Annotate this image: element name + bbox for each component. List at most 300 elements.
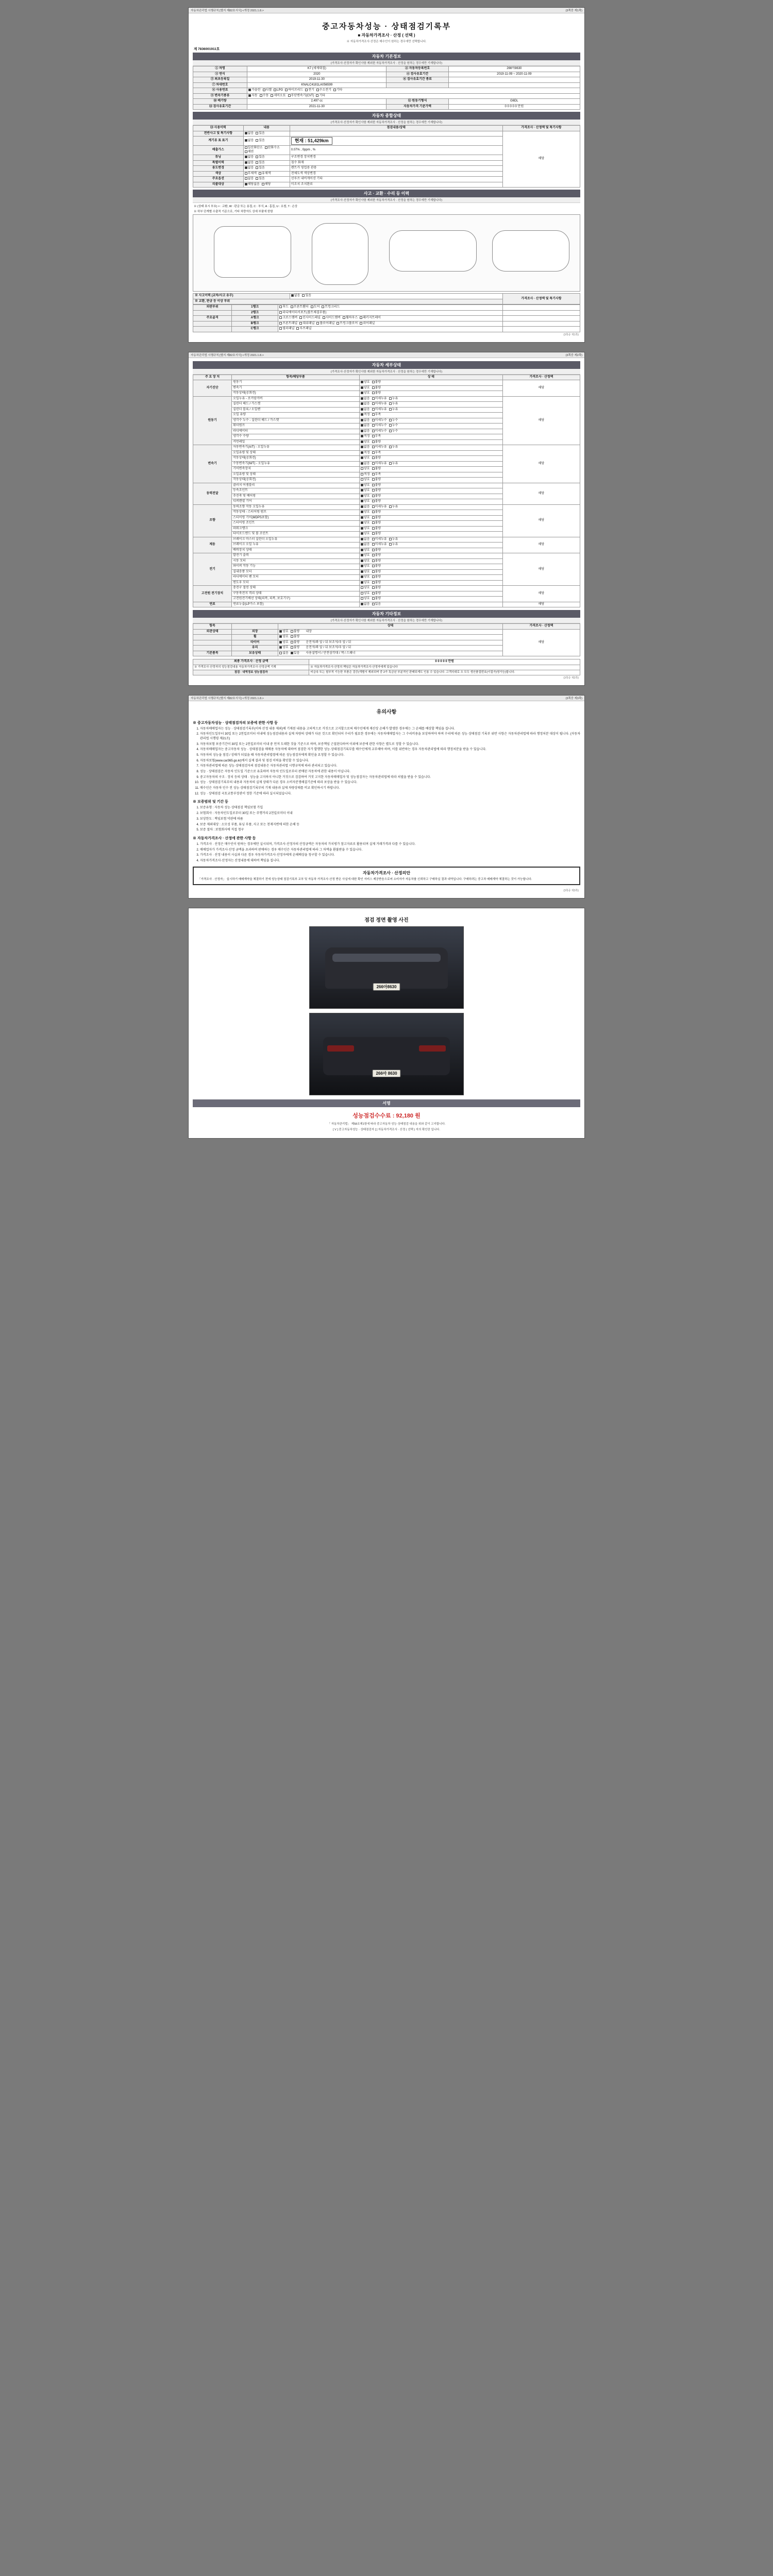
- item-options[interactable]: [359, 407, 502, 413]
- checkbox-icon[interactable]: [256, 132, 258, 134]
- checkbox-icon[interactable]: [389, 430, 392, 432]
- checkbox-icon[interactable]: [265, 146, 267, 149]
- item-options[interactable]: [359, 385, 502, 391]
- checkbox-icon[interactable]: [389, 402, 392, 405]
- checkbox-option[interactable]: [360, 316, 381, 320]
- transmission-options[interactable]: [247, 93, 580, 99]
- checkbox-option[interactable]: [372, 521, 381, 526]
- checkbox-option[interactable]: [372, 565, 381, 569]
- checkbox-option[interactable]: [245, 156, 254, 160]
- checkbox-icon[interactable]: [372, 565, 375, 567]
- item-options[interactable]: [359, 418, 502, 423]
- checkbox-icon[interactable]: [285, 89, 288, 91]
- item-options[interactable]: [359, 467, 502, 472]
- checkbox-option[interactable]: [361, 549, 370, 553]
- checkbox-icon[interactable]: [372, 402, 375, 405]
- checkbox-option[interactable]: [316, 94, 325, 98]
- item-options[interactable]: [359, 586, 502, 591]
- item-options[interactable]: [359, 602, 502, 607]
- item-options[interactable]: [359, 413, 502, 418]
- checkbox-option[interactable]: [389, 462, 398, 466]
- checkbox-option[interactable]: [245, 183, 260, 187]
- item-options[interactable]: [359, 532, 502, 537]
- checkbox-icon[interactable]: [361, 543, 363, 546]
- checkbox-icon[interactable]: [361, 473, 363, 476]
- checkbox-option[interactable]: [323, 316, 341, 320]
- checkbox-option[interactable]: [245, 146, 263, 150]
- checkbox-icon[interactable]: [361, 408, 363, 411]
- checkbox-option[interactable]: [372, 484, 381, 488]
- checkbox-icon[interactable]: [361, 581, 363, 584]
- item-options[interactable]: [359, 564, 502, 570]
- checkbox-option[interactable]: [372, 560, 381, 564]
- checkbox-icon[interactable]: [372, 446, 375, 448]
- item-options[interactable]: [359, 402, 502, 408]
- checkbox-option[interactable]: [372, 473, 381, 477]
- checkbox-option[interactable]: [271, 94, 285, 98]
- checkbox-icon[interactable]: [372, 538, 375, 540]
- item-options[interactable]: [359, 580, 502, 586]
- checkbox-icon[interactable]: [389, 538, 392, 540]
- checkbox-option[interactable]: [361, 451, 370, 455]
- checkbox-option[interactable]: [361, 408, 370, 412]
- checkbox-option[interactable]: [279, 641, 289, 645]
- checkbox-icon[interactable]: [372, 430, 375, 432]
- checkbox-option[interactable]: [361, 430, 370, 434]
- checkbox-option[interactable]: [361, 440, 370, 445]
- checkbox-option[interactable]: [389, 402, 398, 406]
- checkbox-icon[interactable]: [361, 456, 363, 459]
- checkbox-option[interactable]: [248, 89, 260, 93]
- item-options[interactable]: [359, 483, 502, 488]
- item-options[interactable]: [359, 434, 502, 440]
- checkbox-icon[interactable]: [316, 94, 318, 97]
- item-options[interactable]: [359, 504, 502, 510]
- checkbox-option[interactable]: [361, 575, 370, 580]
- checkbox-icon[interactable]: [372, 456, 375, 459]
- checkbox-option[interactable]: [245, 172, 257, 176]
- checkbox-option[interactable]: [361, 392, 370, 396]
- checkbox-icon[interactable]: [291, 635, 293, 638]
- checkbox-option[interactable]: [361, 597, 370, 601]
- part-items[interactable]: [278, 310, 503, 316]
- checkbox-icon[interactable]: [372, 554, 375, 556]
- checkbox-icon[interactable]: [372, 560, 375, 562]
- checkbox-icon[interactable]: [361, 435, 363, 437]
- checkbox-icon[interactable]: [361, 560, 363, 562]
- checkbox-option[interactable]: [372, 495, 381, 499]
- checkbox-option[interactable]: [361, 570, 370, 574]
- checkbox-icon[interactable]: [361, 505, 363, 508]
- checkbox-option[interactable]: [256, 177, 265, 181]
- checkbox-option[interactable]: [245, 166, 254, 171]
- checkbox-icon[interactable]: [361, 597, 363, 600]
- checkbox-option[interactable]: [361, 592, 370, 596]
- checkbox-icon[interactable]: [279, 630, 282, 633]
- checkbox-option[interactable]: [372, 440, 381, 445]
- checkbox-option[interactable]: [360, 322, 375, 326]
- checkbox-icon[interactable]: [372, 392, 375, 394]
- checkbox-icon[interactable]: [361, 500, 363, 502]
- checkbox-option[interactable]: [372, 424, 387, 428]
- row-options[interactable]: [243, 177, 290, 182]
- checkbox-option[interactable]: [361, 532, 370, 536]
- checkbox-option[interactable]: [372, 381, 381, 385]
- checkbox-option[interactable]: [256, 166, 265, 171]
- checkbox-icon[interactable]: [361, 397, 363, 400]
- checkbox-icon[interactable]: [372, 511, 375, 513]
- checkbox-option[interactable]: [361, 484, 370, 488]
- checkbox-icon[interactable]: [361, 478, 363, 481]
- item-options[interactable]: [359, 380, 502, 386]
- checkbox-option[interactable]: [372, 500, 381, 504]
- checkbox-icon[interactable]: [279, 641, 282, 643]
- checkbox-option[interactable]: [248, 94, 258, 98]
- checkbox-icon[interactable]: [372, 603, 375, 605]
- row-options[interactable]: [243, 182, 290, 188]
- checkbox-option[interactable]: [361, 603, 370, 607]
- checkbox-option[interactable]: [372, 570, 381, 574]
- checkbox-icon[interactable]: [245, 132, 247, 134]
- row-options[interactable]: [243, 137, 290, 146]
- checkbox-icon[interactable]: [361, 527, 363, 530]
- checkbox-icon[interactable]: [274, 89, 276, 91]
- checkbox-option[interactable]: [389, 430, 398, 434]
- checkbox-option[interactable]: [361, 386, 370, 391]
- checkbox-option[interactable]: [389, 543, 398, 547]
- checkbox-icon[interactable]: [361, 538, 363, 540]
- item-options[interactable]: [359, 558, 502, 564]
- checkbox-option[interactable]: [274, 89, 283, 93]
- checkbox-icon[interactable]: [361, 440, 363, 443]
- checkbox-icon[interactable]: [372, 570, 375, 573]
- item-options[interactable]: [359, 450, 502, 456]
- checkbox-icon[interactable]: [361, 419, 363, 421]
- checkbox-option[interactable]: [279, 635, 289, 639]
- checkbox-icon[interactable]: [372, 435, 375, 437]
- checkbox-icon[interactable]: [372, 397, 375, 400]
- checkbox-option[interactable]: [291, 294, 300, 298]
- checkbox-option[interactable]: [389, 446, 398, 450]
- checkbox-icon[interactable]: [291, 641, 293, 643]
- checkbox-icon[interactable]: [245, 172, 247, 175]
- checkbox-option[interactable]: [263, 89, 272, 93]
- item-options[interactable]: [359, 472, 502, 478]
- checkbox-icon[interactable]: [372, 549, 375, 551]
- item-options[interactable]: [359, 456, 502, 462]
- checkbox-option[interactable]: [361, 467, 370, 471]
- checkbox-option[interactable]: [245, 132, 254, 136]
- item-options[interactable]: [359, 445, 502, 451]
- checkbox-icon[interactable]: [372, 597, 375, 600]
- checkbox-icon[interactable]: [291, 646, 293, 649]
- checkbox-option[interactable]: [389, 505, 398, 510]
- etc-options[interactable]: [278, 651, 503, 656]
- checkbox-option[interactable]: [372, 456, 381, 461]
- checkbox-option[interactable]: [372, 489, 381, 493]
- checkbox-option[interactable]: [302, 294, 311, 298]
- checkbox-option[interactable]: [361, 489, 370, 493]
- checkbox-option[interactable]: [361, 521, 370, 526]
- checkbox-option[interactable]: [361, 456, 370, 461]
- checkbox-option[interactable]: [245, 139, 254, 143]
- checkbox-option[interactable]: [291, 306, 309, 310]
- checkbox-icon[interactable]: [323, 316, 325, 319]
- checkbox-icon[interactable]: [245, 166, 247, 169]
- checkbox-icon[interactable]: [262, 183, 264, 185]
- checkbox-option[interactable]: [260, 94, 269, 98]
- checkbox-option[interactable]: [343, 316, 358, 320]
- checkbox-icon[interactable]: [361, 467, 363, 470]
- checkbox-option[interactable]: [372, 402, 387, 406]
- checkbox-icon[interactable]: [256, 177, 258, 180]
- checkbox-icon[interactable]: [279, 311, 282, 314]
- checkbox-icon[interactable]: [372, 419, 375, 421]
- checkbox-icon[interactable]: [333, 89, 336, 91]
- checkbox-option[interactable]: [389, 408, 398, 412]
- checkbox-option[interactable]: [279, 327, 294, 331]
- checkbox-option[interactable]: [361, 543, 370, 547]
- checkbox-option[interactable]: [256, 132, 265, 136]
- item-options[interactable]: [359, 526, 502, 532]
- item-options[interactable]: [359, 515, 502, 521]
- checkbox-icon[interactable]: [279, 306, 282, 308]
- checkbox-icon[interactable]: [245, 150, 247, 153]
- checkbox-icon[interactable]: [372, 440, 375, 443]
- checkbox-option[interactable]: [372, 408, 387, 412]
- checkbox-icon[interactable]: [291, 306, 293, 308]
- checkbox-option[interactable]: [361, 527, 370, 531]
- checkbox-option[interactable]: [372, 462, 387, 466]
- checkbox-icon[interactable]: [372, 478, 375, 481]
- checkbox-option[interactable]: [372, 451, 381, 455]
- checkbox-icon[interactable]: [389, 462, 392, 465]
- checkbox-icon[interactable]: [389, 446, 392, 448]
- checkbox-option[interactable]: [372, 397, 387, 401]
- checkbox-option[interactable]: [337, 322, 358, 326]
- checkbox-option[interactable]: [372, 392, 381, 396]
- checkbox-icon[interactable]: [337, 322, 339, 325]
- checkbox-icon[interactable]: [361, 402, 363, 405]
- checkbox-icon[interactable]: [245, 156, 247, 158]
- checkbox-option[interactable]: [372, 430, 387, 434]
- etc-options[interactable]: [278, 646, 503, 651]
- checkbox-option[interactable]: [256, 161, 265, 165]
- checkbox-icon[interactable]: [372, 467, 375, 470]
- checkbox-icon[interactable]: [256, 139, 258, 142]
- row-options[interactable]: [243, 131, 290, 137]
- checkbox-icon[interactable]: [372, 575, 375, 578]
- checkbox-icon[interactable]: [389, 419, 392, 421]
- checkbox-icon[interactable]: [279, 316, 282, 319]
- checkbox-option[interactable]: [291, 646, 300, 650]
- checkbox-option[interactable]: [361, 495, 370, 499]
- part-items[interactable]: [278, 305, 503, 311]
- checkbox-icon[interactable]: [372, 473, 375, 476]
- checkbox-icon[interactable]: [372, 451, 375, 454]
- item-options[interactable]: [359, 423, 502, 429]
- part-items[interactable]: [278, 316, 503, 321]
- checkbox-icon[interactable]: [372, 521, 375, 524]
- checkbox-icon[interactable]: [288, 94, 291, 97]
- checkbox-icon[interactable]: [372, 495, 375, 497]
- checkbox-option[interactable]: [361, 446, 370, 450]
- checkbox-option[interactable]: [372, 386, 381, 391]
- checkbox-icon[interactable]: [361, 430, 363, 432]
- row-options[interactable]: [243, 166, 290, 172]
- accident-history-options[interactable]: [290, 294, 502, 299]
- checkbox-option[interactable]: [299, 322, 314, 326]
- checkbox-icon[interactable]: [361, 575, 363, 578]
- checkbox-option[interactable]: [245, 177, 254, 181]
- checkbox-icon[interactable]: [279, 635, 282, 638]
- checkbox-icon[interactable]: [372, 424, 375, 427]
- checkbox-option[interactable]: [311, 306, 320, 310]
- checkbox-option[interactable]: [372, 446, 387, 450]
- checkbox-icon[interactable]: [361, 462, 363, 465]
- checkbox-option[interactable]: [291, 641, 300, 645]
- checkbox-icon[interactable]: [271, 94, 273, 97]
- checkbox-icon[interactable]: [291, 294, 294, 297]
- checkbox-icon[interactable]: [361, 381, 363, 383]
- checkbox-option[interactable]: [296, 327, 311, 331]
- checkbox-icon[interactable]: [372, 505, 375, 508]
- checkbox-icon[interactable]: [361, 570, 363, 573]
- checkbox-option[interactable]: [372, 575, 381, 580]
- item-options[interactable]: [359, 499, 502, 505]
- checkbox-option[interactable]: [279, 652, 289, 656]
- checkbox-icon[interactable]: [316, 89, 319, 91]
- checkbox-option[interactable]: [361, 538, 370, 542]
- checkbox-option[interactable]: [256, 139, 265, 143]
- checkbox-option[interactable]: [361, 581, 370, 585]
- checkbox-icon[interactable]: [372, 592, 375, 595]
- checkbox-icon[interactable]: [372, 381, 375, 383]
- checkbox-icon[interactable]: [372, 516, 375, 519]
- item-options[interactable]: [359, 597, 502, 602]
- checkbox-option[interactable]: [361, 413, 370, 417]
- checkbox-icon[interactable]: [389, 505, 392, 508]
- checkbox-option[interactable]: [372, 581, 381, 585]
- checkbox-icon[interactable]: [248, 89, 251, 91]
- checkbox-option[interactable]: [372, 543, 387, 547]
- checkbox-option[interactable]: [288, 94, 314, 98]
- checkbox-icon[interactable]: [245, 146, 247, 149]
- checkbox-option[interactable]: [262, 183, 271, 187]
- checkbox-option[interactable]: [372, 505, 387, 510]
- checkbox-option[interactable]: [291, 635, 300, 639]
- checkbox-option[interactable]: [279, 322, 297, 326]
- checkbox-icon[interactable]: [389, 543, 392, 546]
- checkbox-option[interactable]: [372, 413, 381, 417]
- checkbox-icon[interactable]: [291, 630, 293, 633]
- checkbox-icon[interactable]: [245, 183, 247, 185]
- checkbox-icon[interactable]: [361, 424, 363, 427]
- checkbox-icon[interactable]: [361, 392, 363, 394]
- checkbox-icon[interactable]: [361, 451, 363, 454]
- checkbox-option[interactable]: [361, 554, 370, 558]
- row-options[interactable]: [243, 155, 290, 161]
- checkbox-icon[interactable]: [279, 327, 282, 330]
- checkbox-icon[interactable]: [361, 549, 363, 551]
- checkbox-icon[interactable]: [372, 413, 375, 416]
- checkbox-icon[interactable]: [372, 586, 375, 589]
- checkbox-icon[interactable]: [343, 316, 345, 319]
- checkbox-icon[interactable]: [361, 495, 363, 497]
- checkbox-icon[interactable]: [248, 94, 251, 97]
- checkbox-icon[interactable]: [305, 89, 308, 91]
- checkbox-option[interactable]: [361, 500, 370, 504]
- checkbox-option[interactable]: [372, 603, 381, 607]
- checkbox-icon[interactable]: [360, 316, 362, 319]
- checkbox-icon[interactable]: [260, 94, 262, 97]
- checkbox-option[interactable]: [285, 89, 303, 93]
- checkbox-option[interactable]: [361, 560, 370, 564]
- checkbox-option[interactable]: [372, 597, 381, 601]
- checkbox-option[interactable]: [361, 478, 370, 482]
- etc-options[interactable]: [278, 629, 503, 635]
- item-options[interactable]: [359, 553, 502, 559]
- checkbox-option[interactable]: [372, 435, 381, 439]
- etc-options[interactable]: [278, 635, 503, 640]
- checkbox-option[interactable]: [389, 424, 398, 428]
- checkbox-option[interactable]: [372, 527, 381, 531]
- checkbox-option[interactable]: [361, 511, 370, 515]
- checkbox-option[interactable]: [305, 89, 314, 93]
- checkbox-option[interactable]: [372, 467, 381, 471]
- checkbox-icon[interactable]: [372, 500, 375, 502]
- checkbox-icon[interactable]: [372, 462, 375, 465]
- item-options[interactable]: [359, 478, 502, 483]
- checkbox-icon[interactable]: [361, 592, 363, 595]
- checkbox-icon[interactable]: [245, 177, 247, 180]
- checkbox-option[interactable]: [291, 630, 300, 634]
- item-options[interactable]: [359, 537, 502, 543]
- item-options[interactable]: [359, 429, 502, 434]
- checkbox-icon[interactable]: [263, 89, 265, 91]
- item-options[interactable]: [359, 510, 502, 516]
- checkbox-option[interactable]: [361, 424, 370, 428]
- fuel-options[interactable]: [247, 88, 580, 94]
- checkbox-option[interactable]: [265, 146, 280, 150]
- checkbox-icon[interactable]: [279, 652, 282, 654]
- checkbox-icon[interactable]: [361, 532, 363, 535]
- checkbox-icon[interactable]: [389, 408, 392, 411]
- checkbox-option[interactable]: [291, 652, 300, 656]
- checkbox-icon[interactable]: [279, 646, 282, 649]
- checkbox-icon[interactable]: [361, 413, 363, 416]
- item-options[interactable]: [359, 391, 502, 397]
- checkbox-option[interactable]: [361, 419, 370, 423]
- item-options[interactable]: [359, 548, 502, 553]
- checkbox-icon[interactable]: [299, 316, 302, 319]
- checkbox-option[interactable]: [372, 586, 381, 590]
- checkbox-option[interactable]: [361, 505, 370, 510]
- checkbox-option[interactable]: [372, 538, 387, 542]
- checkbox-option[interactable]: [299, 316, 321, 320]
- checkbox-icon[interactable]: [372, 581, 375, 584]
- checkbox-option[interactable]: [279, 646, 289, 650]
- checkbox-option[interactable]: [256, 156, 265, 160]
- checkbox-icon[interactable]: [372, 489, 375, 492]
- item-options[interactable]: [359, 461, 502, 467]
- row-options[interactable]: [243, 160, 290, 166]
- etc-options[interactable]: [278, 640, 503, 646]
- checkbox-option[interactable]: [372, 549, 381, 553]
- checkbox-icon[interactable]: [361, 565, 363, 567]
- row-options[interactable]: [243, 146, 290, 155]
- checkbox-option[interactable]: [389, 397, 398, 401]
